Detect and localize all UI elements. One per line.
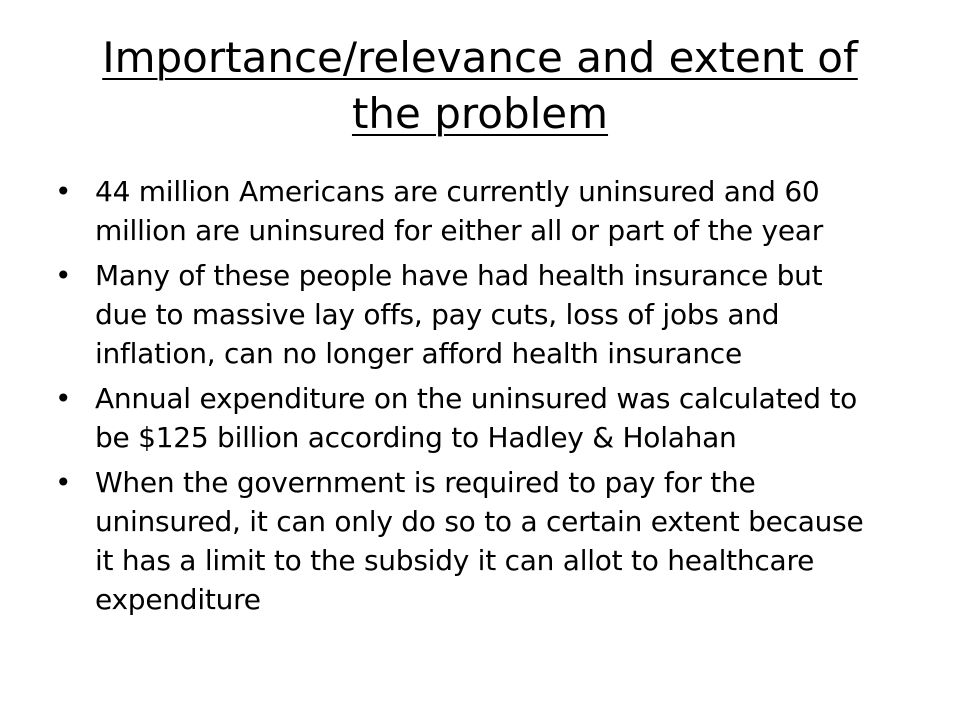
bullet-marker: • <box>55 259 72 292</box>
bullet-line: uninsured, it can only do so to a certain extent because <box>95 505 864 538</box>
bullet-text <box>95 463 863 619</box>
bullet-list <box>55 172 915 625</box>
bullet-item-1 <box>55 172 915 250</box>
bullet-item-4 <box>55 463 915 619</box>
bullet-line: expenditure <box>95 583 261 616</box>
bullet-line: Annual expenditure on the uninsured was calculated to <box>95 382 858 415</box>
bullet-marker: • <box>55 382 72 415</box>
bullet-line: When the government is required to pay for the <box>95 466 756 499</box>
bullet-line: inflation, can no longer afford health insurance <box>95 337 742 370</box>
bullet-marker: • <box>55 175 72 208</box>
slide-title-line-1: Importance/relevance and extent of <box>102 33 858 82</box>
bullet-item-3 <box>55 379 915 457</box>
slide-title <box>60 30 900 142</box>
bullet-line: be $125 billion according to Hadley & Holahan <box>95 421 737 454</box>
bullet-item-2 <box>55 256 915 373</box>
bullet-line: due to massive lay offs, pay cuts, loss of jobs and <box>95 298 780 331</box>
bullet-line: it has a limit to the subsidy it can allot to healthcare <box>95 544 815 577</box>
bullet-text <box>95 379 857 457</box>
bullet-text <box>95 256 822 373</box>
bullet-text <box>95 172 823 250</box>
bullet-line: Many of these people have had health insurance but <box>95 259 823 292</box>
slide-title-line-2: the problem <box>351 89 609 138</box>
bullet-line: 44 million Americans are currently uninsured and 60 <box>95 175 820 208</box>
bullet-marker: • <box>55 466 72 499</box>
bullet-line: million are uninsured for either all or part of the year <box>95 214 823 247</box>
